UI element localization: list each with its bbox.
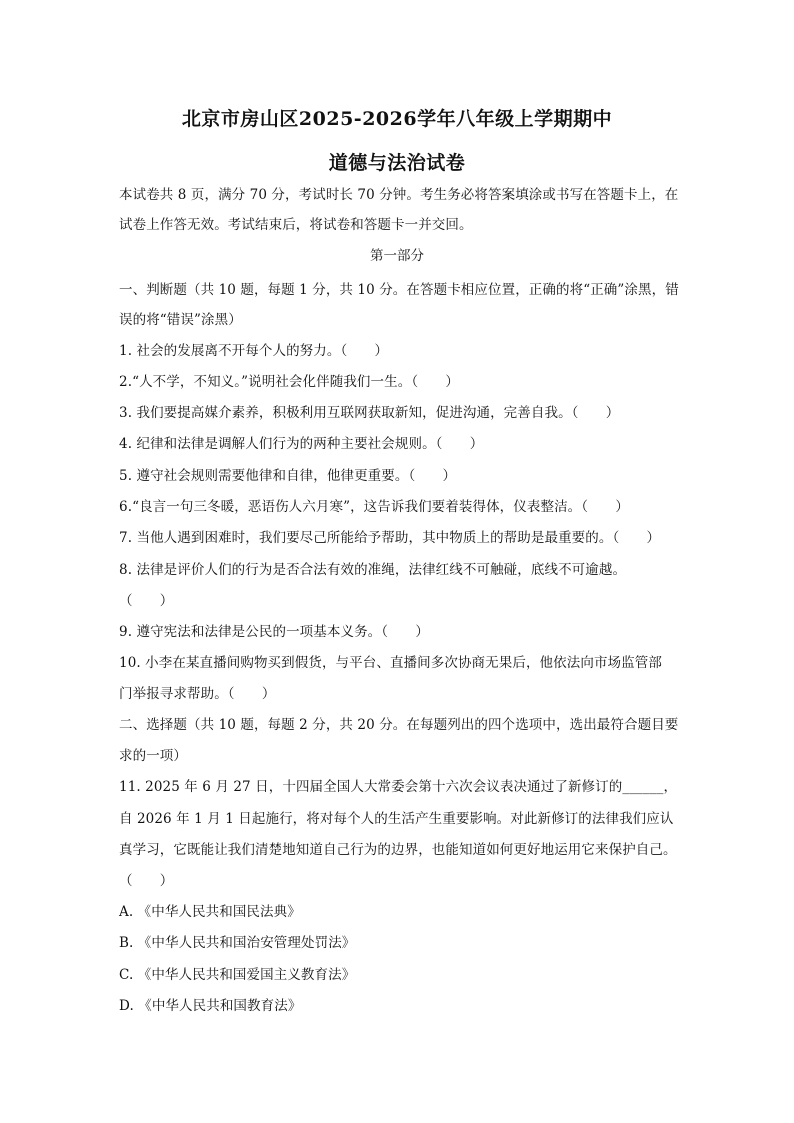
option-c: C. 《中华人民共和国爱国主义教育法》	[119, 967, 356, 983]
question-1: 1. 社会的发展离不开每个人的努力。（ ）	[119, 343, 389, 359]
question-10-line-2: 门举报寻求帮助。（ ）	[119, 686, 276, 702]
question-4: 4. 纪律和法律是调解人们行为的两种主要社会规则。（ ）	[119, 436, 484, 452]
intro-line-2: 试卷上作答无效。考试结束后，将试卷和答题卡一并交回。	[119, 217, 473, 233]
intro-line-1: 本试卷共 8 页，满分 70 分，考试时长 70 分钟。考生务必将答案填涂或书写在答题卡上，在	[119, 187, 679, 203]
part-label: 第一部分	[370, 248, 424, 264]
question-3: 3. 我们要提高媒介素养，积极利用互联网获取新知，促进沟通，完善自我。（ ）	[119, 405, 620, 421]
question-11-line-1: 11. 2025 年 6 月 27 日，十四届全国人大常委会第十六次会议表决通过了新修订的______，	[119, 779, 678, 795]
question-7: 7. 当他人遇到困难时，我们要尽己所能给予帮助，其中物质上的帮助是最重要的。（ ）	[119, 530, 661, 546]
question-11-line-3: 真学习，它既能让我们清楚地知道自己行为的边界，也能知道如何更好地运用它来保护自己。	[119, 842, 677, 858]
section1-heading-line-2: 误的将“错误”涂黑）	[119, 312, 242, 328]
exam-subject-title: 道德与法治试卷	[328, 152, 466, 174]
question-2: 2.“人不学，不知义。”说明社会化伴随我们一生。（ ）	[119, 374, 459, 390]
section2-heading-line-2: 求的一项）	[119, 748, 187, 764]
option-a: A. 《中华人民共和国民法典》	[119, 904, 301, 920]
question-6: 6.“良言一句三冬暖，恶语伤人六月寒”，这告诉我们要着装得体，仪表整洁。（ ）	[119, 499, 629, 515]
exam-title: 北京市房山区2025-2026学年八年级上学期期中	[181, 108, 613, 130]
question-5: 5. 遵守社会规则需要他律和自律，他律更重要。（ ）	[119, 468, 457, 484]
option-d: D. 《中华人民共和国教育法》	[119, 998, 302, 1014]
section2-heading-line-1: 二、选择题（共 10 题，每题 2 分，共 20 分。在每题列出的四个选项中，选出最符合题目要	[119, 717, 679, 733]
question-9: 9. 遵守宪法和法律是公民的一项基本义务。（ ）	[119, 624, 429, 640]
question-10-line-1: 10. 小李在某直播间购物买到假货，与平台、直播间多次协商无果后，他依法向市场监管部	[119, 655, 662, 671]
question-8-line-1: 8. 法律是评价人们的行为是否合法有效的准绳，法律红线不可触碰，底线不可逾越。	[119, 562, 627, 578]
question-11-line-4: （ ）	[119, 873, 174, 889]
question-8-line-2: （ ）	[119, 593, 174, 609]
option-b: B. 《中华人民共和国治安管理处罚法》	[119, 935, 356, 951]
question-11-line-2: 自 2026 年 1 月 1 日起施行，将对每个人的生活产生重要影响。对此新修订的法律我们应认	[119, 811, 674, 827]
section1-heading-line-1: 一、判断题（共 10 题，每题 1 分，共 10 分。在答题卡相应位置，正确的将“正确”涂黑，错	[119, 282, 679, 298]
